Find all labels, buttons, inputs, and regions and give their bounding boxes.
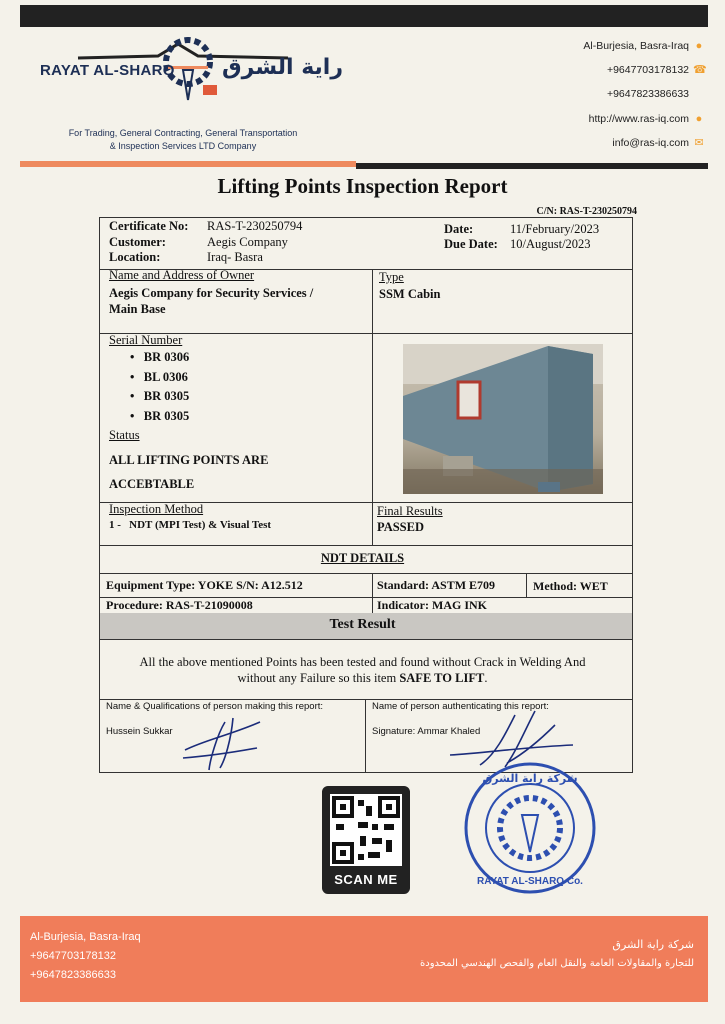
- company-name-en: RAYAT AL-SHARQ: [40, 62, 175, 79]
- table-line: [372, 269, 373, 333]
- method-label: Inspection Method: [109, 502, 204, 516]
- ndt-details-title: NDT DETAILS: [320, 551, 405, 565]
- header-stripe-orange: [20, 161, 356, 167]
- report-title: Lifting Points Inspection Report: [217, 174, 508, 198]
- owner-label: Name and Address of Owner: [109, 268, 255, 282]
- footer: [20, 916, 708, 1002]
- footer-name-ar: شركة راية الشرق: [612, 938, 694, 951]
- status-value-1: ALL LIFTING POINTS ARE: [109, 453, 269, 467]
- contact-phone-2: +9647823386633: [606, 88, 689, 100]
- standard: Standard: ASTM E709: [377, 578, 496, 592]
- serial-item: • BR 0306: [130, 350, 190, 364]
- final-results-value: PASSED: [377, 520, 425, 534]
- authenticator-label: Name of person authenticating this report:: [372, 701, 549, 712]
- type-value: SSM Cabin: [379, 287, 441, 301]
- qr-pattern: [330, 794, 402, 866]
- equipment-type: Equipment Type: YOKE S/N: A12.512: [106, 578, 303, 592]
- inspector-label: Name & Qualifications of person making this report:: [106, 701, 324, 712]
- table-line: [372, 333, 373, 545]
- status-label: Status: [109, 428, 140, 442]
- owner-value-2: Main Base: [109, 302, 166, 316]
- indicator: Indicator: MAG INK: [377, 598, 487, 612]
- footer-address: Al-Burjesia, Basra-Iraq: [30, 931, 141, 943]
- certificate-label: Certificate No:: [109, 219, 189, 233]
- serial-item: • BR 0305: [130, 389, 190, 403]
- table-line: [99, 545, 633, 546]
- ndt-method: Method: WET: [533, 579, 608, 593]
- stamp-text-en: RAYAT AL-SHARQ Co.: [477, 876, 583, 887]
- procedure: Procedure: RAS-T-21090008: [106, 598, 253, 612]
- owner-value-1: Aegis Company for Security Services /: [109, 286, 314, 300]
- mail-icon: ✉: [694, 137, 704, 149]
- type-label: Type: [379, 270, 404, 284]
- table-line: [372, 573, 373, 613]
- phone-icon: ☎: [693, 64, 707, 76]
- footer-phone-2: +9647823386633: [30, 969, 116, 981]
- status-value-2: ACCEBTABLE: [109, 477, 195, 491]
- stamp-text-ar: شركة راية الشرق: [482, 772, 578, 785]
- header-stripe-dark: [356, 163, 708, 169]
- date-value: 11/February/2023: [510, 222, 600, 236]
- scan-me-label: SCAN ME: [334, 872, 398, 887]
- due-date-value: 10/August/2023: [510, 237, 591, 251]
- location-value: Iraq- Basra: [207, 250, 263, 264]
- date-label: Date:: [444, 222, 474, 236]
- serial-item: • BR 0305: [130, 409, 190, 423]
- test-result-title: Test Result: [329, 617, 396, 632]
- contact-email[interactable]: info@ras-iq.com ✉: [612, 137, 704, 149]
- result-line-1: All the above mentioned Points has been tested and found without Crack in Welding And: [139, 655, 586, 669]
- serial-label: Serial Number: [109, 333, 183, 347]
- qr-code[interactable]: [322, 786, 410, 894]
- authenticator-name: Signature: Ammar Khaled: [372, 726, 481, 737]
- table-line: [526, 573, 527, 597]
- contact-address: Al-Burjesia, Basra-Iraq ●: [583, 40, 705, 52]
- location-label: Location:: [109, 250, 161, 264]
- company-name-ar: راية الشرق: [222, 55, 344, 80]
- certificate-value: RAS-T-230250794: [207, 219, 303, 233]
- final-results-label: Final Results: [377, 504, 443, 518]
- footer-phone-1: +9647703178132: [30, 950, 116, 962]
- inspector-name: Hussein Sukkar: [106, 726, 173, 737]
- globe-icon: ●: [695, 113, 703, 125]
- contact-phone-1: +9647703178132 ☎: [606, 64, 707, 76]
- company-stamp: [462, 760, 598, 896]
- result-line-2: without any Failure so this item SAFE TO LIFT.: [237, 671, 488, 685]
- footer-tagline-ar: للتجارة والمقاولات العامة والنقل العام والفحص الهندسي المحدودة: [420, 958, 694, 969]
- top-bar: [20, 5, 708, 27]
- inspector-signature: [175, 710, 270, 775]
- location-pin-icon: ●: [695, 40, 703, 52]
- customer-label: Customer:: [109, 235, 166, 249]
- serial-item: • BL 0306: [130, 370, 188, 384]
- table-line: [99, 573, 633, 574]
- cn-number: C/N: RAS-T-230250794: [536, 206, 637, 217]
- table-line: [365, 699, 366, 773]
- table-line: [99, 639, 633, 640]
- table-line: [372, 502, 633, 503]
- customer-value: Aegis Company: [207, 235, 288, 249]
- due-date-label: Due Date:: [444, 237, 498, 251]
- cabin-photo: [403, 344, 603, 494]
- method-value: 1 - NDT (MPI Test) & Visual Test: [109, 519, 272, 531]
- company-tagline: For Trading, General Contracting, General Transportation & Inspection Services LTD Company: [68, 128, 298, 151]
- contact-website[interactable]: http://www.ras-iq.com ●: [589, 113, 705, 125]
- table-line: [99, 699, 633, 700]
